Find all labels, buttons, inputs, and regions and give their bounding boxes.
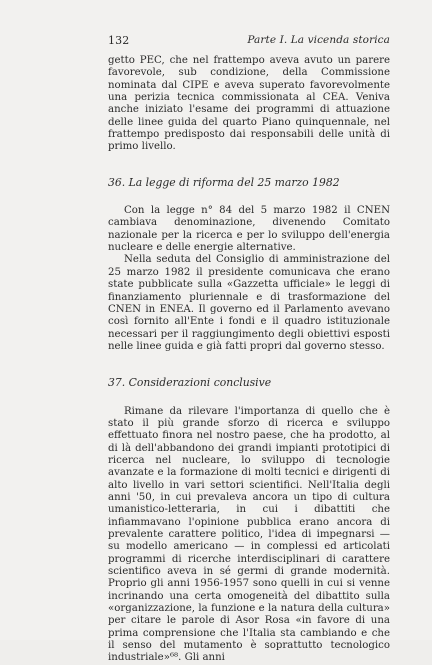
paragraph-seduta-consiglio: Nella seduta del Consiglio di amministrazione del 25 marzo 1982 il presidente comunicava che erano state pubblicate sulla «Gazzetta ufficiale» le leggi di finanziamento pluriennale e di trasformazione del CNEN in ENEA. Il governo ed il Parlamento avevano così fornito all'Ente i fondi e il quadro istituzionale necessari per il raggiungimento degli obiettivi esposti nelle linee guida e già fatti propri dal governo stesso. xyxy=(108,254,390,352)
running-head: Parte I. La vicenda storica xyxy=(247,34,390,46)
paragraph-considerazioni: Rimane da rilevare l'importanza di quello che è stato il più grande sforzo di ricerca e sviluppo effettuato finora nel nostro paese, che ha prodotto, al di là dell'abbandono dei grandi impianti prototipici di ricerca nel nucleare, lo sviluppo di tecnologie avanzate e la formazione di molti tecnici e dirigenti di alto livello in vari settori scientifici. Nell'Italia degli anni '50, in cui prevaleva ancora un tipo di cultura umanistico-letteraria, in cui i dibattiti che infiammavano l'opinione pubblica erano ancora di prevalente carattere politico, l'idea di impegnarsi — su modello americano — in complessi ed articolati programmi di ricerche interdisciplinari di carattere scientifico aveva in sé germi di grande modernità. Proprio gli anni 1956-1957 sono quelli in cui si venne incrinando una certa omogeneità del dibattito sulla «organizzazione, la funzione e la natura della cultura» per citare le parole di Asor Rosa «in favore di una prima comprensione che l'Italia sta cambiando e che il senso del mutamento è soprattutto tecnologico industriale»⁶⁸. Gli anni xyxy=(108,405,390,664)
paragraph-legge-84: Con la legge n° 84 del 5 marzo 1982 il CNEN cambiava denominazione, divenendo Comitato nazionale per la ricerca e per lo sviluppo dell'energia nucleare e delle energie alternative. xyxy=(108,205,390,254)
section-heading-37: 37. Considerazioni conclusive xyxy=(108,376,272,390)
section-heading-36: 36. La legge di riforma del 25 marzo 1982 xyxy=(108,175,340,189)
paragraph-continuation: getto PEC, che nel frattempo aveva avuto un parere favorevole, sub condizione, della Commissione nominata dal CIPE e aveva superato favorevolmente una perizia tecnica commissionata al CEA. Veniva anche iniziato l'esame dei programmi di attuazione delle linee guida del quarto Piano quinquennale, nel frattempo predisposto dai responsabili delle unità di primo livello. xyxy=(108,55,390,153)
page-body xyxy=(108,55,390,665)
page-header xyxy=(108,34,390,48)
page-number: 132 xyxy=(108,34,130,47)
